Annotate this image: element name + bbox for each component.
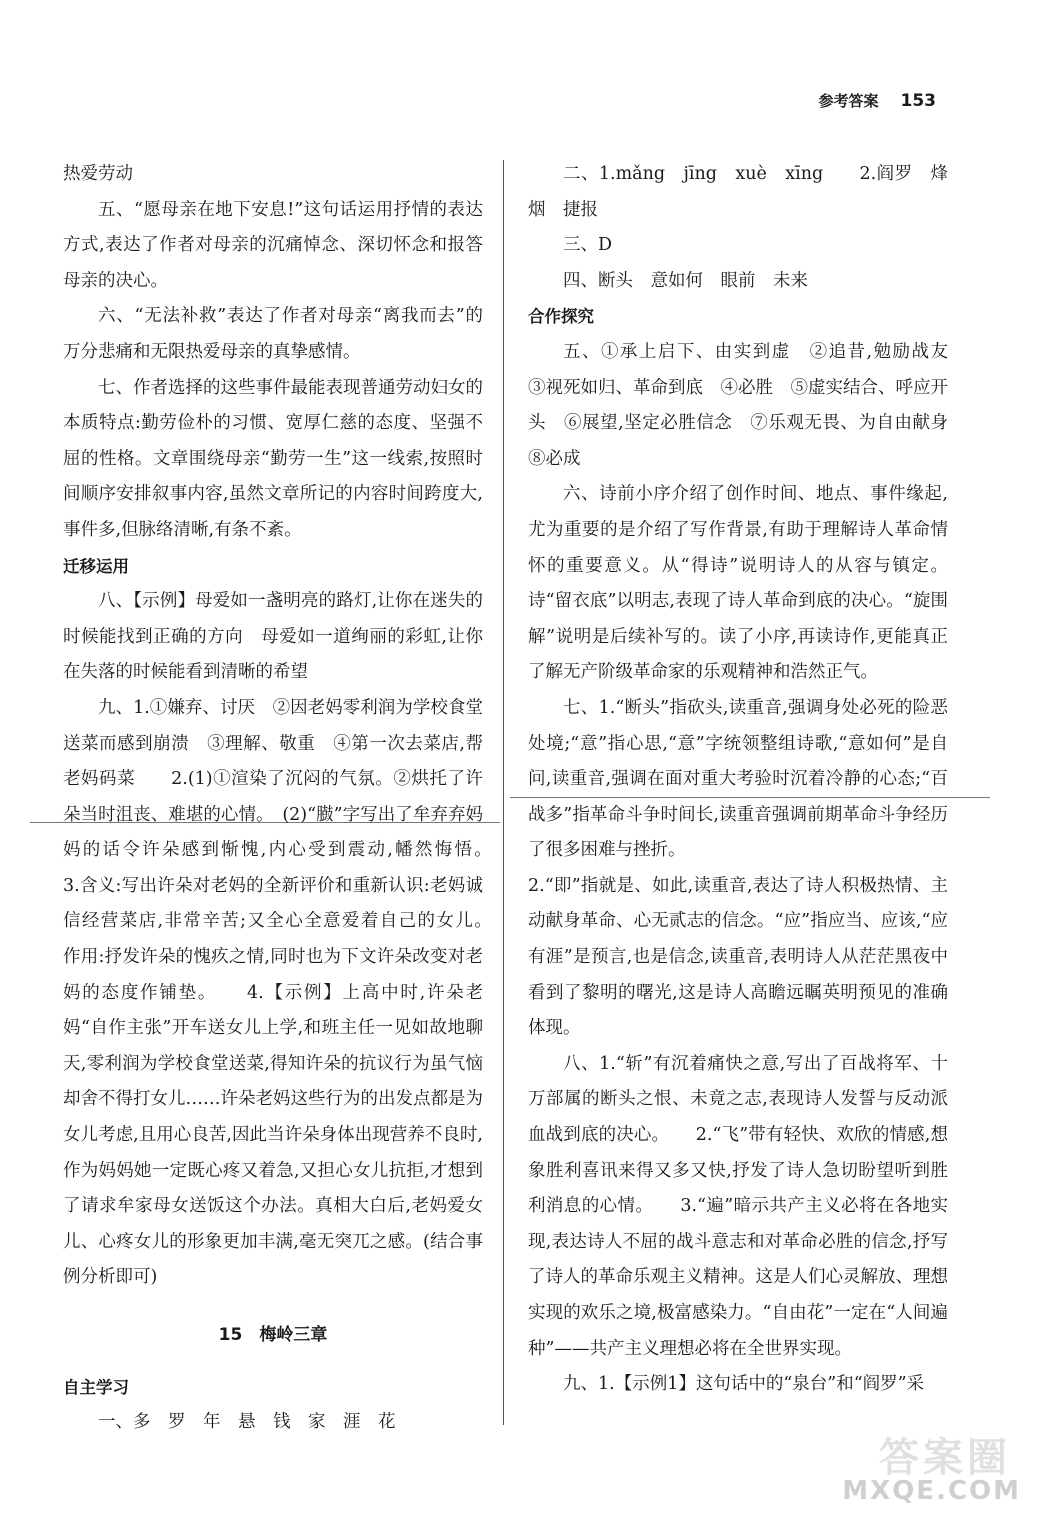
left-paragraph: 迁移运用 <box>63 556 129 576</box>
right-paragraph: 九、1.【示例1】这句话中的“泉台”和“阎罗”采 <box>563 1374 925 1395</box>
right-paragraph: 四、断头 意如何 眼前 未来 <box>563 270 808 291</box>
left-paragraph: 热爱劳动 <box>63 164 133 184</box>
left-paragraph: 一、多 罗 年 悬 钱 家 涯 花 <box>98 1412 396 1433</box>
right-paragraph: 六、诗前小序介绍了创作时间、地点、事件缘起,尤为重要的是介绍了写作背景,有助于理解诗人革命情怀的重要意义。从“得诗”说明诗人的从容与镇定。诗“留衣底”以明志,表现了诗人革命到底的决心。“旋围解”说明是后续补写的。读了小序,再读诗作,更能真正了解无产阶级革命家的乐观精神和浩然正气。 <box>528 484 948 683</box>
left-column <box>63 157 518 1441</box>
header-label: 参考答案 <box>818 92 879 110</box>
right-paragraph: 三、D <box>563 235 613 256</box>
left-paragraph: 15 梅岭三章 <box>218 1325 328 1345</box>
page-header <box>818 90 936 111</box>
left-paragraph: 九、1.①嫌弃、讨厌 ②因老妈零利润为学校食堂送菜而感到崩溃 ③理解、敬重 ④第一次去菜店,帮老妈码菜 2.(1)①渲染了沉闷的气氛。②烘托了许朵当时沮丧、难堪的心情。 (2)“臌”字写出了牟弃弃妈妈的话令许朵感到惭愧,内心受到震动,幡然悔悟。 3.含义:写出许朵对老妈的全新评价和重新认识:老妈诚信经营菜店,非常辛苦;又全心全意爱着自己的女儿。 作用:抒发许朵的愧疚之情,同时也为下文许朵改变对老妈的态度作铺垫。 4.【示例】上高中时,许朵老妈“自作主张”开车送女儿上学,和班主任一见如故地聊天,零利润为学校食堂送菜,得知许朵的抗议行为虽气恼却舍不得打女儿……许朵老妈这些行为的出发点都是为女儿考虑,且用心良苦,因此当许朵身体出现营养不良时,作为妈妈她一定既心疼又着急,又担心女儿抗拒,才想到了请求牟家母女送饭这个办法。真相大白后,老妈爱女儿、心疼女儿的形象更加丰满,毫无突兀之感。(结合事例分析即可) <box>63 697 518 1288</box>
watermark-cn: 答案圈 <box>879 1435 1011 1481</box>
right-paragraph: 2.“即”指就是、如此,读重音,表达了诗人积极热情、主动献身革命、心无贰志的信念。“应”指应当、应该,“应有涯”是预言,也是信念,读重音,表明诗人从茫茫黑夜中看到了黎明的曙光,这是诗人高瞻远瞩英明预见的准确体现。 <box>528 875 948 1039</box>
left-paragraph: 六、“无法补救”表达了作者对母亲“离我而去”的万分悲痛和无限热爱母亲的真挚感情。 <box>63 306 483 362</box>
watermark-logo <box>842 1426 1021 1506</box>
right-paragraph: 八、1.“斩”有沉着痛快之意,写出了百战将军、十万部属的断头之恨、未竟之志,表现诗人发誓与反动派血战到底的决心。 2.“飞”带有轻快、欢欣的情感,想象胜利喜讯来得又多又快,抒发了诗人急切盼望听到胜利消息的心情。 3.“遍”暗示共产主义必将在各地实现,表达诗人不屈的战斗意志和对革命必胜的信念,抒写了诗人的革命乐观主义精神。这是人们心灵解放、理想实现的欢乐之境,极富感染力。“自由花”一定在“人间遍种”——共产主义理想必将在全世界实现。 <box>528 1053 948 1359</box>
right-column <box>528 157 966 1403</box>
right-paragraph: 二、1.mǎng jīng xuè xīng 2.阎罗 烽烟 捷报 <box>528 164 948 220</box>
left-paragraph: 七、作者选择的这些事件最能表现普通劳动妇女的本质特点:勤劳俭朴的习惯、宽厚仁慈的态度、坚强不屈的性格。文章围绕母亲“勤劳一生”这一线索,按照时间顺序安排叙事内容,虽然文章所记的内容时间跨度大,事件多,但脉络清晰,有条不紊。 <box>63 377 483 540</box>
right-paragraph: 七、1.“断头”指砍头,读重音,强调身处必死的险恶处境;“意”指心思,“意”字统领整组诗歌,“意如何”是自问,读重音,强调在面对重大考验时沉着冷静的心态;“百战多”指革命斗争时间长,读重音强调前期革命斗争经历了很多困难与挫折。 <box>528 697 948 861</box>
left-paragraph: 八、【示例】母爱如一盏明亮的路灯,让你在迷失的时候能找到正确的方向 母爱如一道绚丽的彩虹,让你在失落的时候能看到清晰的希望 <box>63 591 483 683</box>
left-paragraph: 自主学习 <box>63 1377 129 1397</box>
page-number: 153 <box>900 91 936 111</box>
right-paragraph: 合作探究 <box>528 307 594 327</box>
column-divider <box>503 160 504 1425</box>
watermark-url: MXQE.COM <box>842 1476 1021 1506</box>
left-paragraph: 五、“愿母亲在地下安息!”这句话运用抒情的表达方式,表达了作者对母亲的沉痛悼念、深切怀念和报答母亲的决心。 <box>63 199 483 291</box>
right-paragraph: 五、①承上启下、由实到虚 ②追昔,勉励战友 ③视死如归、革命到底 ④必胜 ⑤虚实结合、呼应开头 ⑥展望,坚定必胜信念 ⑦乐观无畏、为自由献身 ⑧必成 <box>528 341 966 469</box>
